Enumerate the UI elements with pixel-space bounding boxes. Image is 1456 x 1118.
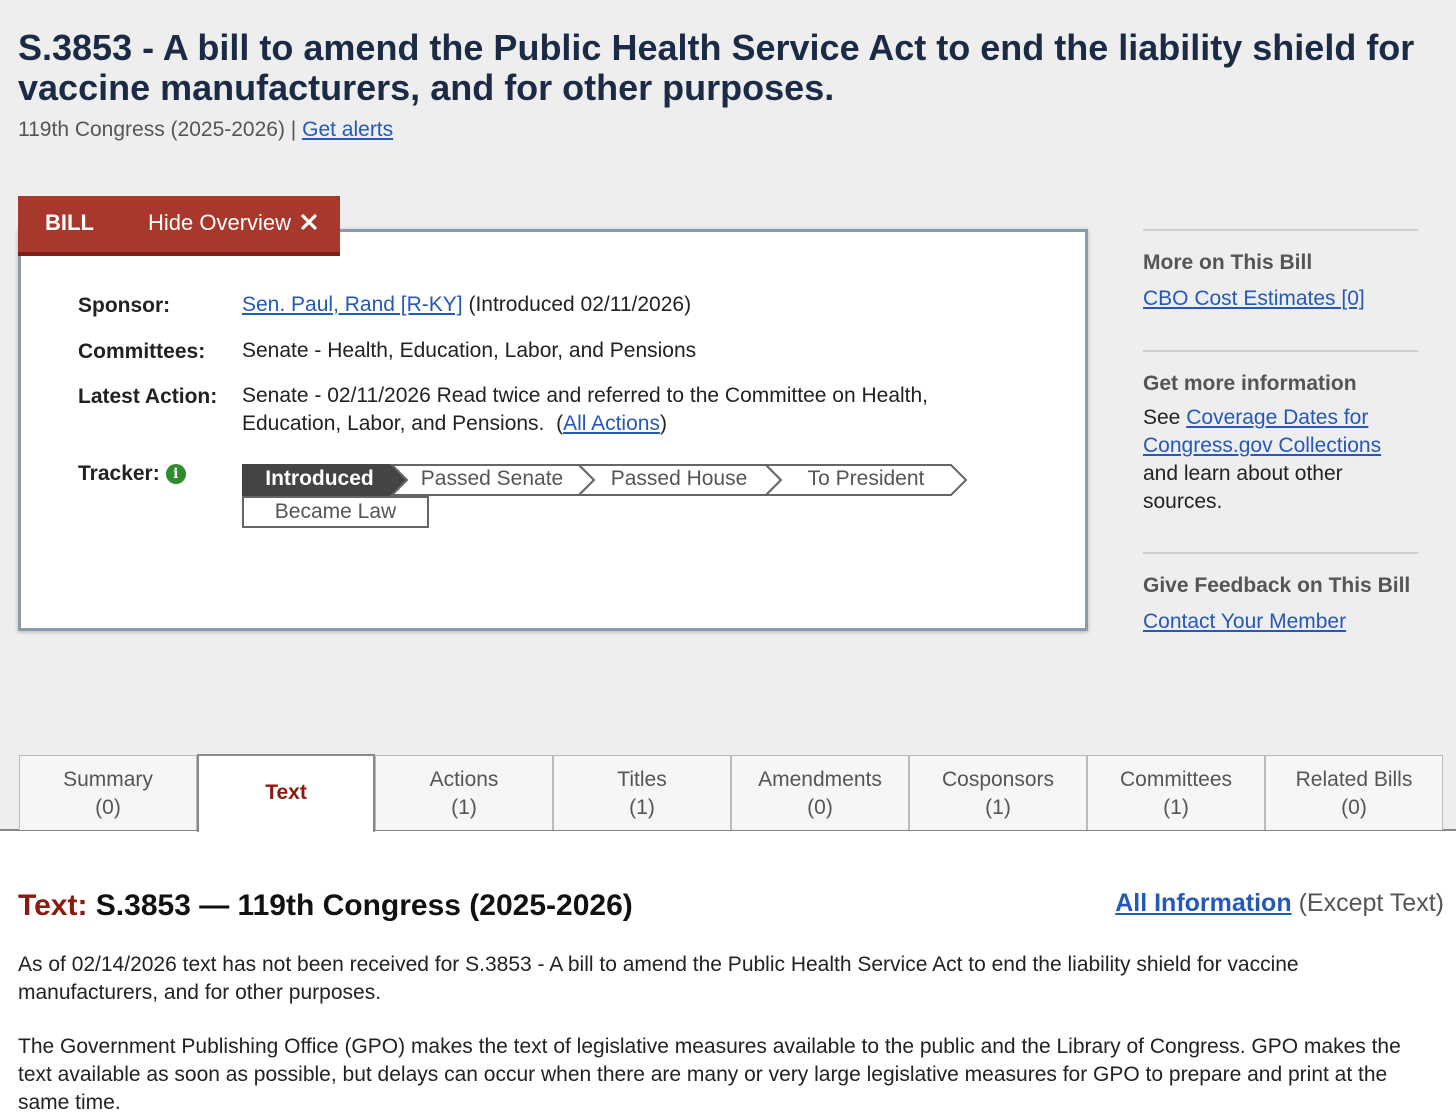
tab-summary[interactable] [19,755,197,830]
tracker-label-row [78,462,186,486]
tab-count: (0) [95,796,121,819]
tracker-step-became-law: Became Law [242,496,429,528]
tracker-step-passed-house: Passed House [610,467,748,490]
info-icon[interactable]: i [166,464,186,484]
tab-label: Titles [617,768,667,791]
tab-titles[interactable] [553,755,731,830]
get-alerts-link[interactable]: Get alerts [302,118,394,141]
bill-overview-panel [18,229,1088,631]
cbo-cost-estimates-link[interactable]: CBO Cost Estimates [0] [1143,287,1365,310]
text-heading-title: S.3853 — 119th Congress (2025-2026) [95,889,633,922]
tab-count: (1) [985,796,1011,819]
tab-label: Amendments [758,768,882,791]
bill-tracker [242,464,972,534]
tab-label: Committees [1119,768,1233,791]
coverage-dates-link[interactable]: Coverage Dates for Congress.gov Collections [1143,406,1382,457]
contact-member-link[interactable]: Contact Your Member [1143,610,1347,633]
all-actions-link[interactable]: All Actions [563,412,660,435]
tab-count: (1) [629,796,655,819]
more-info-section [1143,350,1418,552]
bill-label: BILL [45,210,94,235]
bill-tabs [0,754,1456,831]
introduced-date: (Introduced 02/11/2026) [468,293,692,316]
latest-action-label: Latest Action: [78,385,218,408]
more-on-bill-section [1143,229,1418,350]
tab-committees[interactable] [1087,755,1265,830]
bill-overview-tab [18,196,340,256]
tab-related-bills[interactable] [1265,755,1443,830]
learn-more-text: and learn about other sources. [1143,462,1343,513]
text-heading [18,889,633,923]
text-status-paragraph: As of 02/14/2026 text has not been received for S.3853 - A bill to amend the Public Health Service Act to end the liability shield for vaccine manufacturers, and for other purposes. [18,953,1299,1004]
see-text: See [1143,406,1181,429]
sponsor-value [242,291,691,319]
hide-overview-button[interactable] [148,210,317,236]
congress-line [18,118,393,142]
more-info-text [1143,404,1418,516]
committees-label: Committees: [78,340,206,363]
hide-overview-label: Hide Overview [148,210,292,235]
tab-label: Related Bills [1295,768,1413,791]
tab-label: Summary [63,768,153,791]
more-on-bill-heading: More on This Bill [1143,251,1313,274]
paren-close: ) [659,412,667,435]
tab-count: (0) [1341,796,1367,819]
page-title: S.3853 - A bill to amend the Public Health Service Act to end the liability shield for vaccine manufacturers, and for other purposes. [18,27,1415,108]
congress-label: 119th Congress (2025-2026) [18,118,285,141]
latest-action-line2 [242,410,928,438]
close-icon [301,214,317,230]
sponsor-label: Sponsor: [78,294,171,317]
tracker-step-passed-senate: Passed Senate [420,467,564,490]
gpo-paragraph: The Government Publishing Office (GPO) makes the text of legislative measures available to the public and the Library of Congress. GPO makes the text available as soon as possible, but delays can occur when there are many or very large legislative measures for GPO to prepare and print at the same time. [18,1035,1401,1114]
all-information-area [1115,889,1444,918]
latest-action-text: Education, Labor, and Pensions. [242,412,545,435]
tracker-step-introduced: Introduced [265,467,374,490]
text-content [0,831,1456,1118]
text-heading-prefix: Text: [18,889,88,922]
feedback-section [1143,552,1418,636]
paren-open: ( [556,412,564,435]
sponsor-link[interactable]: Sen. Paul, Rand [R-KY] [242,293,463,316]
separator: | [290,118,297,141]
tab-text[interactable] [197,754,375,832]
tab-count: (0) [807,796,833,819]
tab-count: (1) [1163,796,1189,819]
sidebar [1143,229,1418,636]
all-information-link[interactable]: All Information [1115,889,1292,917]
tab-label: Text [265,781,307,804]
tab-count: (1) [451,796,477,819]
more-info-heading: Get more information [1143,372,1357,395]
latest-action-line1: Senate - 02/11/2026 Read twice and referred to the Committee on Health, [242,384,929,407]
tab-amendments[interactable] [731,755,909,830]
latest-action-value [242,382,928,438]
tab-label: Cosponsors [941,768,1055,791]
tab-label: Actions [429,768,499,791]
tab-cosponsors[interactable] [909,755,1087,830]
tab-actions[interactable] [375,755,553,830]
except-text-label: (Except Text) [1298,889,1444,917]
tracker-label: Tracker: [78,462,160,485]
tracker-step-to-president: To President [807,467,925,490]
feedback-heading: Give Feedback on This Bill [1143,574,1411,597]
committees-value: Senate - Health, Education, Labor, and Pensions [242,339,697,362]
